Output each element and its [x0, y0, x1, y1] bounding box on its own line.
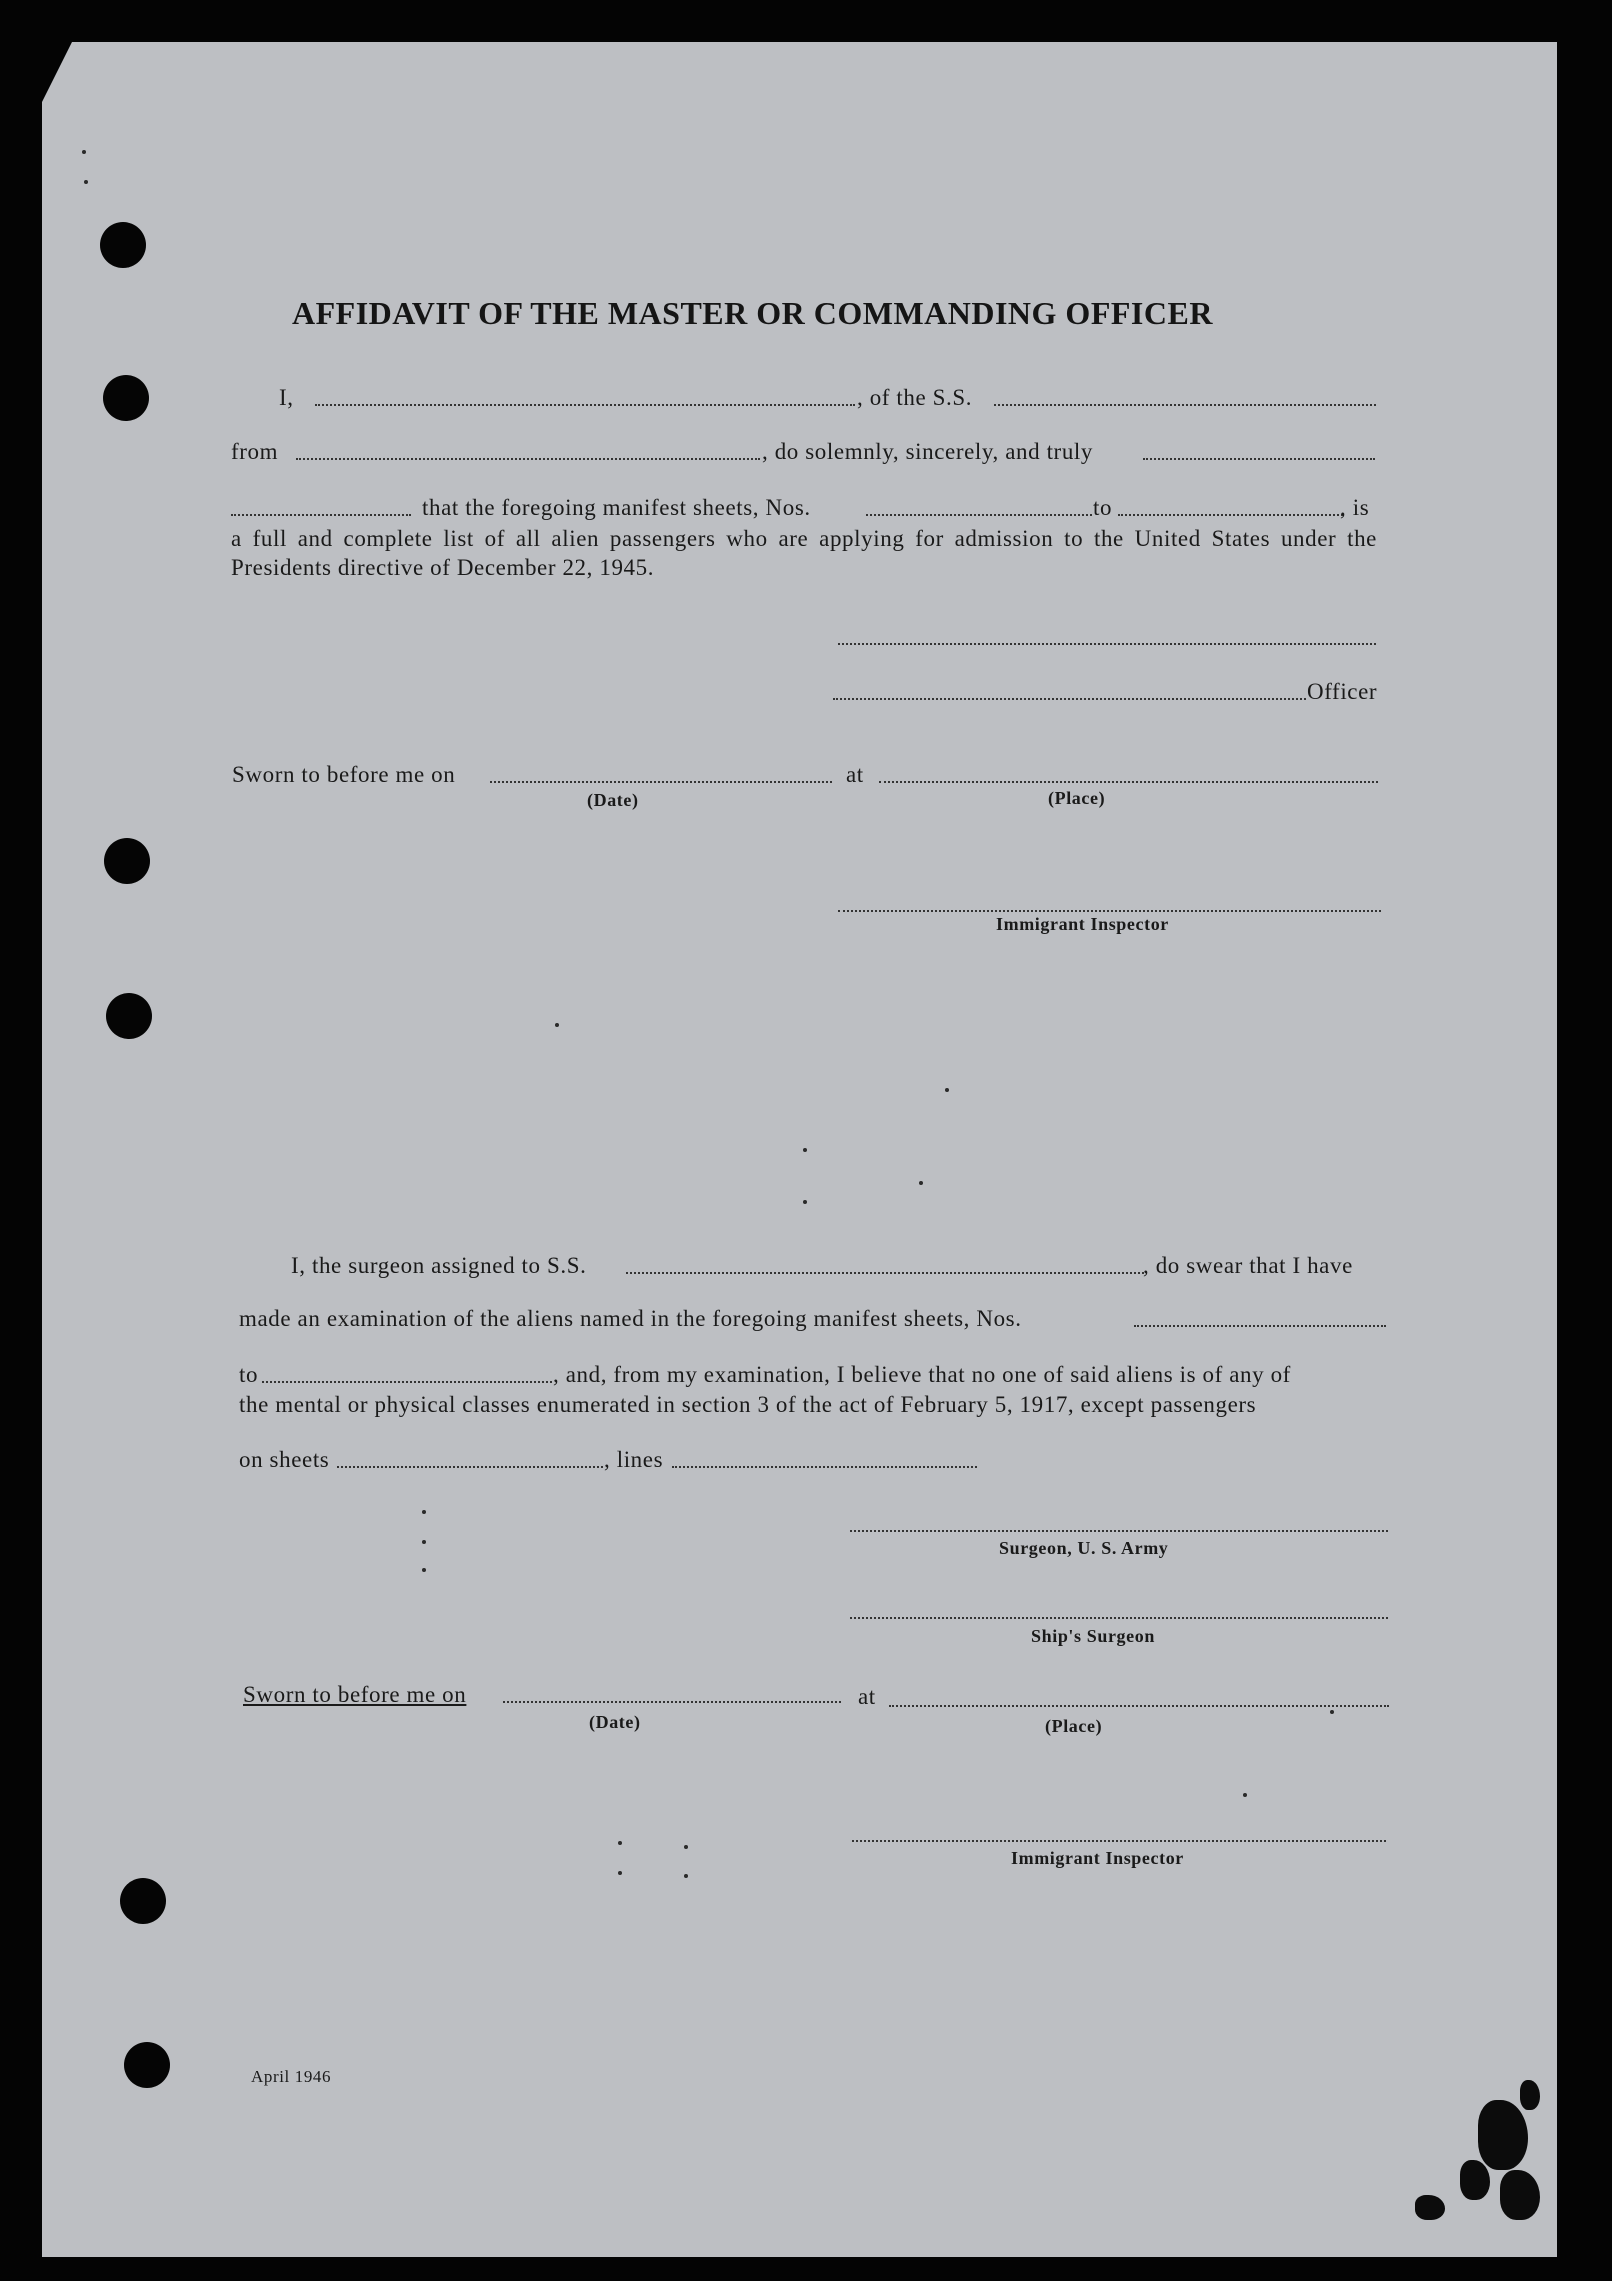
form-title: AFFIDAVIT OF THE MASTER OR COMMANDING OFFICER: [292, 295, 1213, 331]
master-date-label: (Date): [587, 790, 639, 810]
master-sheet-from-field[interactable]: [866, 514, 1092, 516]
surgeon-sworn-label: Sworn to before me on: [243, 1682, 467, 1707]
binder-hole: [103, 375, 149, 421]
surgeon-sheet-to-field[interactable]: [262, 1381, 552, 1383]
army-surgeon-signature-line[interactable]: [850, 1530, 1388, 1532]
surgeon-except-lines-field[interactable]: [672, 1466, 977, 1468]
scan-speck: [684, 1874, 688, 1878]
binder-hole: [124, 2042, 170, 2088]
surgeon-ship-field[interactable]: [626, 1272, 1144, 1274]
master-place-label: (Place): [1048, 788, 1106, 808]
surgeon-lines-label: , lines: [604, 1447, 664, 1472]
master-inspector-line[interactable]: [838, 910, 1381, 912]
surgeon-assigned-label: I, the surgeon assigned to S.S.: [291, 1253, 587, 1278]
master-sworn-place-field[interactable]: [879, 781, 1378, 783]
master-oath-field-cont[interactable]: [231, 514, 411, 516]
binder-hole: [104, 838, 150, 884]
surgeon-swear-label: , do swear that I have: [1143, 1253, 1353, 1278]
master-sworn-label: Sworn to before me on: [232, 762, 456, 787]
master-at-label: at: [846, 762, 864, 787]
master-is-label: , is: [1340, 495, 1370, 520]
surgeon-sheet-from-field[interactable]: [1134, 1325, 1386, 1327]
master-to-label: to: [1093, 495, 1113, 520]
master-from-label: from: [231, 439, 279, 464]
master-officer-line[interactable]: [833, 698, 1306, 700]
ink-stain: [1460, 2160, 1490, 2200]
master-i-label: I,: [279, 385, 294, 410]
document-page: [42, 42, 1557, 2257]
scan-speck: [803, 1200, 807, 1204]
scan-speck: [684, 1845, 688, 1849]
scan-speck: [555, 1023, 559, 1027]
surgeon-belief-label: , and, from my examination, I believe that no one of said aliens is of any of: [553, 1362, 1291, 1387]
master-name-field[interactable]: [315, 404, 855, 406]
master-sheet-to-field[interactable]: [1118, 514, 1343, 516]
ink-stain: [1520, 2080, 1540, 2110]
surgeon-sheets-label: on sheets: [239, 1447, 330, 1472]
ink-stain: [1500, 2170, 1540, 2220]
officer-label: Officer: [1307, 679, 1378, 704]
master-statement: a full and complete list of all alien passengers who are applying for admission to the United States under the Presidents directive of December 22, 1945.: [231, 526, 1377, 580]
surgeon-exam-label: made an examination of the aliens named in the foregoing manifest sheets, Nos.: [239, 1306, 1022, 1331]
scan-speck: [618, 1871, 622, 1875]
master-swear-label: , do solemnly, sincerely, and truly: [762, 439, 1094, 464]
scan-speck: [803, 1148, 807, 1152]
surgeon-classes-label: the mental or physical classes enumerated in section 3 of the act of February 5, 1917, except passengers: [239, 1392, 1257, 1417]
master-oath-field[interactable]: [1143, 458, 1375, 460]
master-manifest-label: that the foregoing manifest sheets, Nos.: [422, 495, 811, 520]
surgeon-date-label: (Date): [589, 1712, 641, 1732]
scan-speck: [1243, 1793, 1247, 1797]
scan-speck: [945, 1088, 949, 1092]
ink-stain: [1415, 2195, 1445, 2220]
ship-surgeon-label: Ship's Surgeon: [1031, 1626, 1155, 1646]
master-port-field[interactable]: [296, 458, 760, 460]
master-inspector-label: Immigrant Inspector: [996, 914, 1169, 934]
surgeon-place-label: (Place): [1045, 1716, 1103, 1736]
surgeon-sworn-place-field[interactable]: [889, 1705, 1389, 1707]
master-ss-label: , of the S.S.: [857, 385, 973, 410]
master-sworn-date-field[interactable]: [490, 781, 832, 783]
scan-speck: [1330, 1710, 1334, 1714]
surgeon-except-sheets-field[interactable]: [337, 1466, 603, 1468]
master-ship-field[interactable]: [994, 404, 1376, 406]
surgeon-to-label: to: [239, 1362, 259, 1387]
scan-speck: [84, 180, 88, 184]
surgeon-inspector-label: Immigrant Inspector: [1011, 1848, 1184, 1868]
scan-speck: [618, 1841, 622, 1845]
scan-speck: [422, 1510, 426, 1514]
scan-speck: [422, 1568, 426, 1572]
form-revision-date: April 1946: [251, 2067, 332, 2086]
binder-hole: [106, 993, 152, 1039]
army-surgeon-label: Surgeon, U. S. Army: [999, 1538, 1169, 1558]
surgeon-inspector-line[interactable]: [852, 1840, 1386, 1842]
binder-hole: [120, 1878, 166, 1924]
surgeon-at-label: at: [858, 1684, 876, 1709]
ship-surgeon-signature-line[interactable]: [850, 1617, 1388, 1619]
binder-hole: [100, 222, 146, 268]
surgeon-sworn-date-field[interactable]: [503, 1701, 841, 1703]
scan-speck: [919, 1181, 923, 1185]
scan-speck: [82, 150, 86, 154]
master-signature-line[interactable]: [838, 643, 1376, 645]
scan-speck: [422, 1540, 426, 1544]
